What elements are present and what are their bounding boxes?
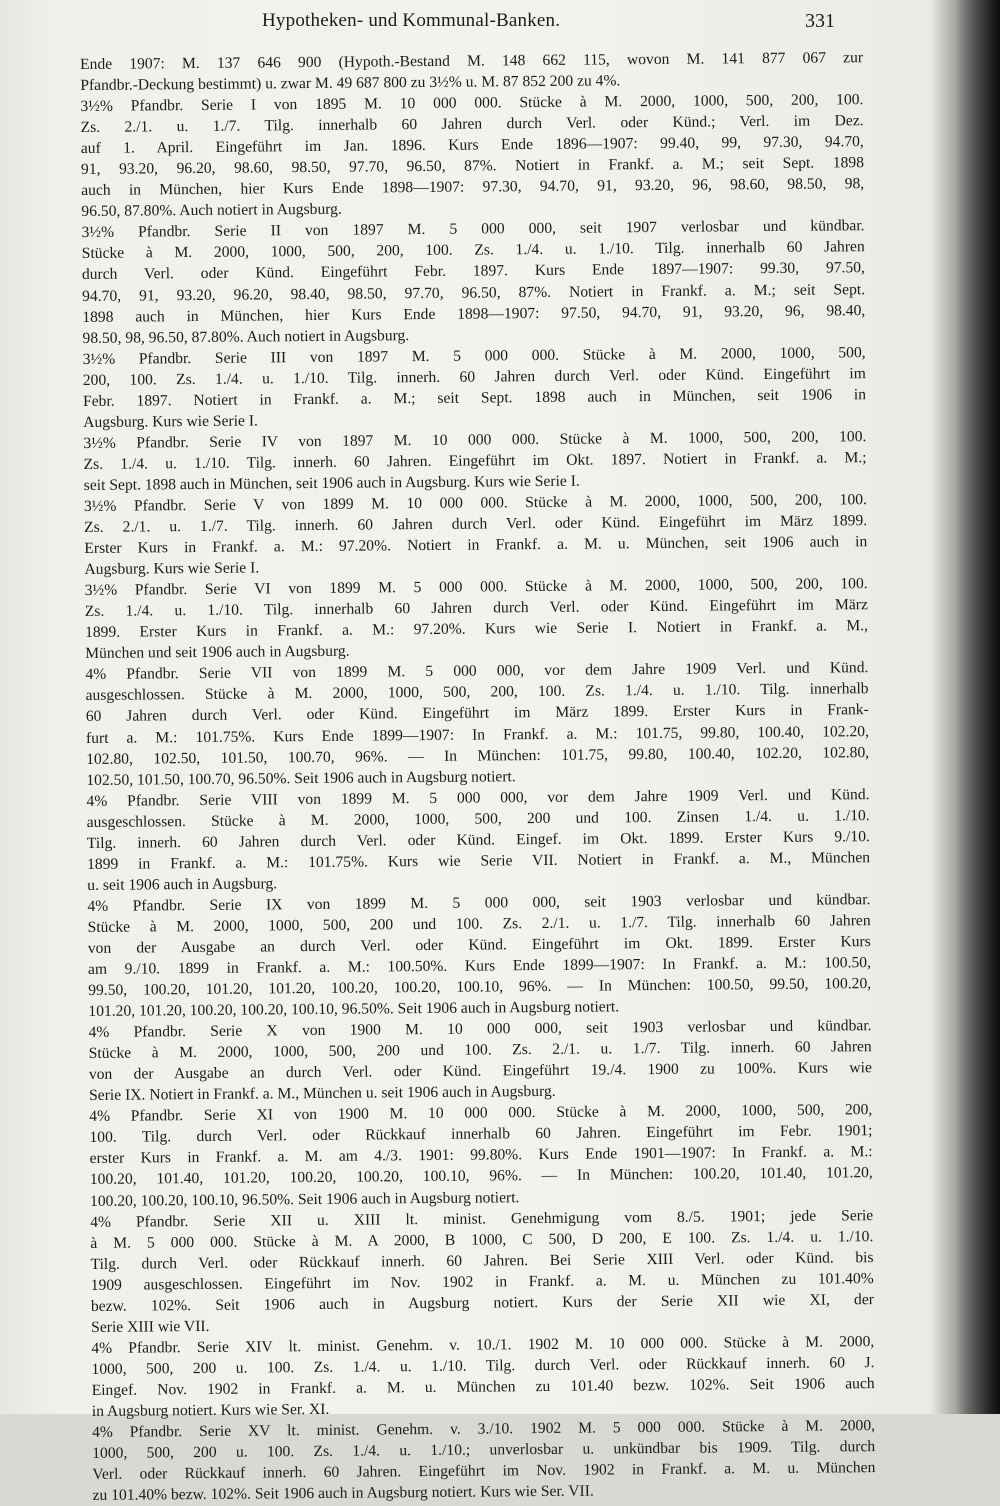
- text-line: 4% Pfandbr. Serie VIII von 1899 M. 5 000 000, vor dem Jahre 1909 Verl. und Künd.: [86, 785, 870, 810]
- paragraph: [85, 658, 869, 791]
- text-line: 1898 auch in München, hier Kurs Ende 1898—1907: 97.50, 94.70, 91, 93.20, 96, 98.40,: [82, 301, 866, 326]
- text-line: 3½% Pfandbr. Serie II von 1897 M. 5 000 000, seit 1907 verlosbar und kündbar.: [81, 217, 865, 242]
- text-line: München und seit 1906 auch in Augsburg.: [85, 642, 350, 663]
- text-line: 94.70, 91, 93.20, 96.20, 98.40, 98.50, 97.70, 96.50, 87%. Notiert in Frankf. a. M.; seit Sept.: [82, 280, 866, 305]
- text-line: Eingef. Nov. 1902 in Frankf. a. M. u. München zu 101.40 bezw. 102%. Seit 1906 auch: [91, 1375, 875, 1399]
- paragraph: [83, 342, 867, 433]
- paragraph: [85, 573, 869, 664]
- paragraph: [88, 1015, 872, 1106]
- text-line: erster Kurs in Frankf. a. M. am 4./3. 1901: 99.80%. Kurs Ende 1901—1907: In Frankf. a. M.:: [89, 1143, 873, 1168]
- text-line: 100.20, 101.40, 101.20, 100.20, 100.20, 100.10, 96%. — In München: 100.20, 101.40, 101.20,: [89, 1164, 873, 1189]
- paragraph: [83, 426, 867, 496]
- running-head: Hypotheken- und Kommunal-Banken.: [262, 10, 561, 31]
- text-line: 98.50, 98, 96.50, 87.80%. Auch notiert in Augsburg.: [82, 326, 410, 347]
- text-line: u. seit 1906 auch in Augsburg.: [87, 875, 278, 894]
- text-line: 4% Pfandbr. Serie XIV lt. minist. Genehm. v. 10./1. 1902 M. 10 000 000. Stücke à M. 2000,: [91, 1332, 875, 1357]
- text-line: in Augsburg notiert. Kurs wie Ser. XI.: [91, 1400, 330, 1420]
- text-line: 99.50, 100.20, 101.20, 101.20, 100.20, 100.20, 100.10, 96%. — In München: 100.50, 99.50, 100.20,: [88, 975, 872, 1000]
- book-spine-shadow: [956, 0, 1000, 1414]
- text-line: 100. Tilg. durch Verl. oder Rückkauf innerhalb 60 Jahren. Eingeführt im Febr. 1901;: [89, 1122, 873, 1147]
- text-line: Zs. 2./1. u. 1./7. Tilg. innerh. 60 Jahren durch Verl. oder Künd. Eingeführt im März 1899.: [84, 512, 868, 537]
- text-line: 91, 93.20, 96.20, 98.60, 98.50, 97.70, 96.50, 87%. Notiert in Frankf. a. M.; seit Sept. 1898: [80, 154, 865, 179]
- text-line: 102.80, 102.50, 101.50, 100.70, 96%. — In München: 101.75, 99.80, 100.40, 102.20, 102.80,: [86, 743, 870, 768]
- text-line: Febr. 1897. Notiert in Frankf. a. M.; seit Sept. 1898 auch in München, seit 1906 in: [82, 385, 867, 410]
- text-line: 100.20, 100.20, 100.10, 96.50%. Seit 1906 auch in Augsburg notiert.: [89, 1188, 520, 1210]
- text-line: à M. 5 000 000. Stücke à M. A 2000, B 1000, C 500, D 200, E 100. Zs. 1./4. u. 1./10.: [90, 1227, 874, 1252]
- text-line: Augsburg. Kurs wie Serie I.: [83, 412, 258, 431]
- text-line: Stücke à M. 2000, 1000, 500, 200 und 100. Zs. 2./1. u. 1./7. Tilg. innerh. 60 Jahren: [88, 1038, 872, 1063]
- paragraph: [80, 89, 864, 222]
- paragraph: [92, 1415, 876, 1506]
- text-line: Augsburg. Kurs wie Serie I.: [84, 559, 260, 579]
- text-line: Pfandbr.-Deckung bestimmt) u. zwar M. 49 687 800 zu 3½% u. M. 87 852 200 zu 4%.: [80, 72, 621, 95]
- text-line: 3½% Pfandbr. Serie V von 1899 M. 10 000 000. Stücke à M. 2000, 1000, 500, 200, 100.: [83, 491, 867, 515]
- text-line: durch Verl. oder Künd. Eingeführt Febr. 1897. Kurs Ende 1897—1907: 99.30, 97.50,: [81, 259, 865, 284]
- text-line: 3½% Pfandbr. Serie III von 1897 M. 5 000 000. Stücke à M. 2000, 1000, 500,: [82, 343, 866, 368]
- text-line: Ende 1907: M. 137 646 900 (Hypoth.-Bestand M. 148 662 115, wovon M. 141 877 067 zur: [80, 49, 864, 73]
- text-line: 4% Pfandbr. Serie VII von 1899 M. 5 000 000, vor dem Jahre 1909 Verl. und Künd.: [85, 659, 869, 684]
- text-line: auch in München, hier Kurs Ende 1898—1907: 97.30, 94.70, 91, 93.20, 96, 98.60, 98.50, 98,: [81, 175, 865, 200]
- text-line: Stücke à M. 2000, 1000, 500, 200 und 100. Zs. 2./1. u. 1./7. Tilg. innerhalb 60 Jahren: [87, 912, 871, 936]
- text-line: ausgeschlossen. Stücke à M. 2000, 1000, 500, 200 und 100. Zinsen 1./4. u. 1./10.: [86, 806, 870, 831]
- text-line: am 9./10. 1899 in Frankf. a. M.: 100.50%. Kurs Ende 1899—1907: In Frankf. a. M.: 100.50,: [87, 954, 872, 978]
- text-line: Serie XIII wie VII.: [91, 1317, 210, 1336]
- body-text: [80, 47, 876, 1506]
- text-line: Zs. 1./4. u. 1./10. Tilg. innerhalb 60 Jahren durch Verl. oder Künd. Eingeführt im März: [84, 596, 868, 621]
- text-line: 96.50, 87.80%. Auch notiert in Augsburg.: [81, 201, 342, 221]
- text-line: 4% Pfandbr. Serie XI von 1900 M. 10 000 000. Stücke à M. 2000, 1000, 500, 200,: [89, 1101, 873, 1126]
- paragraph: [89, 1099, 873, 1211]
- paragraph: [80, 47, 863, 96]
- text-line: 102.50, 101.50, 100.70, 96.50%. Seit 1906 auch in Augsburg notiert.: [86, 767, 516, 789]
- paragraph: [87, 889, 871, 1022]
- text-line: Erster Kurs in Frankf. a. M.: 97.20%. Notiert in Frankf. a. M. u. München, seit 1906 auch in: [84, 533, 868, 558]
- text-line: 1000, 500, 200 u. 100. Zs. 1./4. u. 1./10.; unverlosbar u. unkündbar bis 1909. Tilg. durch: [92, 1438, 876, 1463]
- text-line: bezw. 102%. Seit 1906 auch in Augsburg notiert. Kurs der Serie XII wie XI, der: [90, 1290, 874, 1315]
- text-line: furt a. M.: 101.75%. Kurs Ende 1899—1907: In Frankf. a. M.: 101.75, 99.80, 100.40, 102.20,: [85, 722, 870, 747]
- text-line: Serie IX. Notiert in Frankf. a. M., München u. seit 1906 auch in Augsburg.: [89, 1083, 556, 1105]
- text-line: Verl. oder Rückkauf innerh. 60 Jahren. Eingeführt im Nov. 1902 in Frankf. a. M. u. München: [92, 1459, 876, 1484]
- text-line: 60 Jahren durch Verl. oder Künd. Eingeführt im März 1899. Erster Kurs in Frank-: [85, 701, 869, 726]
- paragraph: [86, 784, 870, 896]
- text-line: 4% Pfandbr. Serie XII u. XIII lt. minist. Genehmigung vom 8./5. 1901; jede Serie: [90, 1206, 874, 1231]
- text-line: 4% Pfandbr. Serie X von 1900 M. 10 000 000, seit 1903 verlosbar und kündbar.: [88, 1017, 872, 1042]
- paragraph: [90, 1205, 874, 1338]
- text-line: Tilg. innerh. 60 Jahren durch Verl. oder Künd. Eingef. im Okt. 1899. Erster Kurs 9./10.: [86, 827, 870, 852]
- paragraph: [91, 1331, 875, 1422]
- text-line: ausgeschlossen. Stücke à M. 2000, 1000, 500, 200, 100. Zs. 1./4. u. 1./10. Tilg. innerhalb: [85, 680, 869, 705]
- text-line: 4% Pfandbr. Serie IX von 1899 M. 5 000 000, seit 1903 verlosbar und kündbar.: [87, 891, 871, 915]
- text-line: Zs. 2./1. u. 1./7. Tilg. innerhalb 60 Jahren durch Verl. oder Künd.; Verl. im Dez.: [80, 112, 864, 137]
- text-line: 200, 100. Zs. 1./4. u. 1./10. Tilg. innerh. 60 Jahren durch Verl. oder Künd. Eingeführt im: [82, 364, 866, 389]
- text-line: Tilg. durch Verl. oder Rückkauf innerh. 60 Jahren. Bei Serie XIII Verl. oder Künd. bis: [90, 1248, 874, 1273]
- text-line: auf 1. April. Eingeführt im Jan. 1896. Kurs Ende 1896—1907: 99.40, 99, 97.30, 94.70,: [80, 133, 864, 158]
- text-line: 3½% Pfandbr. Serie IV von 1897 M. 10 000 000. Stücke à M. 1000, 500, 200, 100.: [83, 427, 867, 452]
- page-header: [0, 10, 1000, 42]
- text-line: Stücke à M. 2000, 1000, 500, 200, 100. Zs. 1./4. u. 1./10. Tilg. innerhalb 60 Jahren: [81, 238, 865, 263]
- text-line: 101.20, 101.20, 100.20, 100.20, 100.10, 96.50%. Seit 1906 auch in Augsburg notiert.: [88, 998, 620, 1021]
- text-line: 4% Pfandbr. Serie XV lt. minist. Genehm. v. 3./10. 1902 M. 5 000 000. Stücke à M. 2000,: [91, 1417, 876, 1441]
- text-line: Zs. 1./4. u. 1./10. Tilg. innerh. 60 Jahren. Eingeführt im Okt. 1897. Notiert in Frankf. a. M.;: [83, 449, 867, 473]
- text-line: 3½% Pfandbr. Serie I von 1895 M. 10 000 000. Stücke à M. 2000, 1000, 500, 200, 100.: [80, 91, 864, 116]
- text-line: seit Sept. 1898 auch in München, seit 1906 auch in Augsburg. Kurs wie Serie I.: [83, 472, 580, 494]
- text-line: 1909 ausgeschlossen. Eingeführt im Nov. 1902 in Frankf. a. M. u. München zu 101.40%: [90, 1269, 874, 1294]
- page-number: 331: [805, 10, 835, 32]
- text-line: 1000, 500, 200 u. 100. Zs. 1./4. u. 1./10. Tilg. durch Verl. oder Rückkauf innerh. 60 J.: [91, 1354, 875, 1378]
- paragraph: [84, 489, 868, 580]
- text-line: von der Ausgabe an durch Verl. oder Künd. Eingeführt im Okt. 1899. Erster Kurs: [87, 933, 871, 957]
- text-line: 3½% Pfandbr. Serie VI von 1899 M. 5 000 000. Stücke à M. 2000, 1000, 500, 200, 100.: [84, 575, 868, 600]
- paragraph: [81, 216, 865, 349]
- text-line: zu 101.40% bezw. 102%. Seit 1906 auch in Augsburg notiert. Kurs wie Ser. VII.: [92, 1482, 594, 1505]
- text-line: von der Ausgabe an durch Verl. oder Künd. Eingeführt 19./4. 1900 zu 100%. Kurs wie: [88, 1059, 872, 1084]
- text-line: 1899 in Frankf. a. M.: 101.75%. Kurs wie Serie VII. Notiert in Frankf. a. M., München: [86, 848, 871, 873]
- text-line: 1899. Erster Kurs in Frankf. a. M.: 97.20%. Kurs wie Serie I. Notiert in Frankf. a. M.,: [84, 617, 869, 642]
